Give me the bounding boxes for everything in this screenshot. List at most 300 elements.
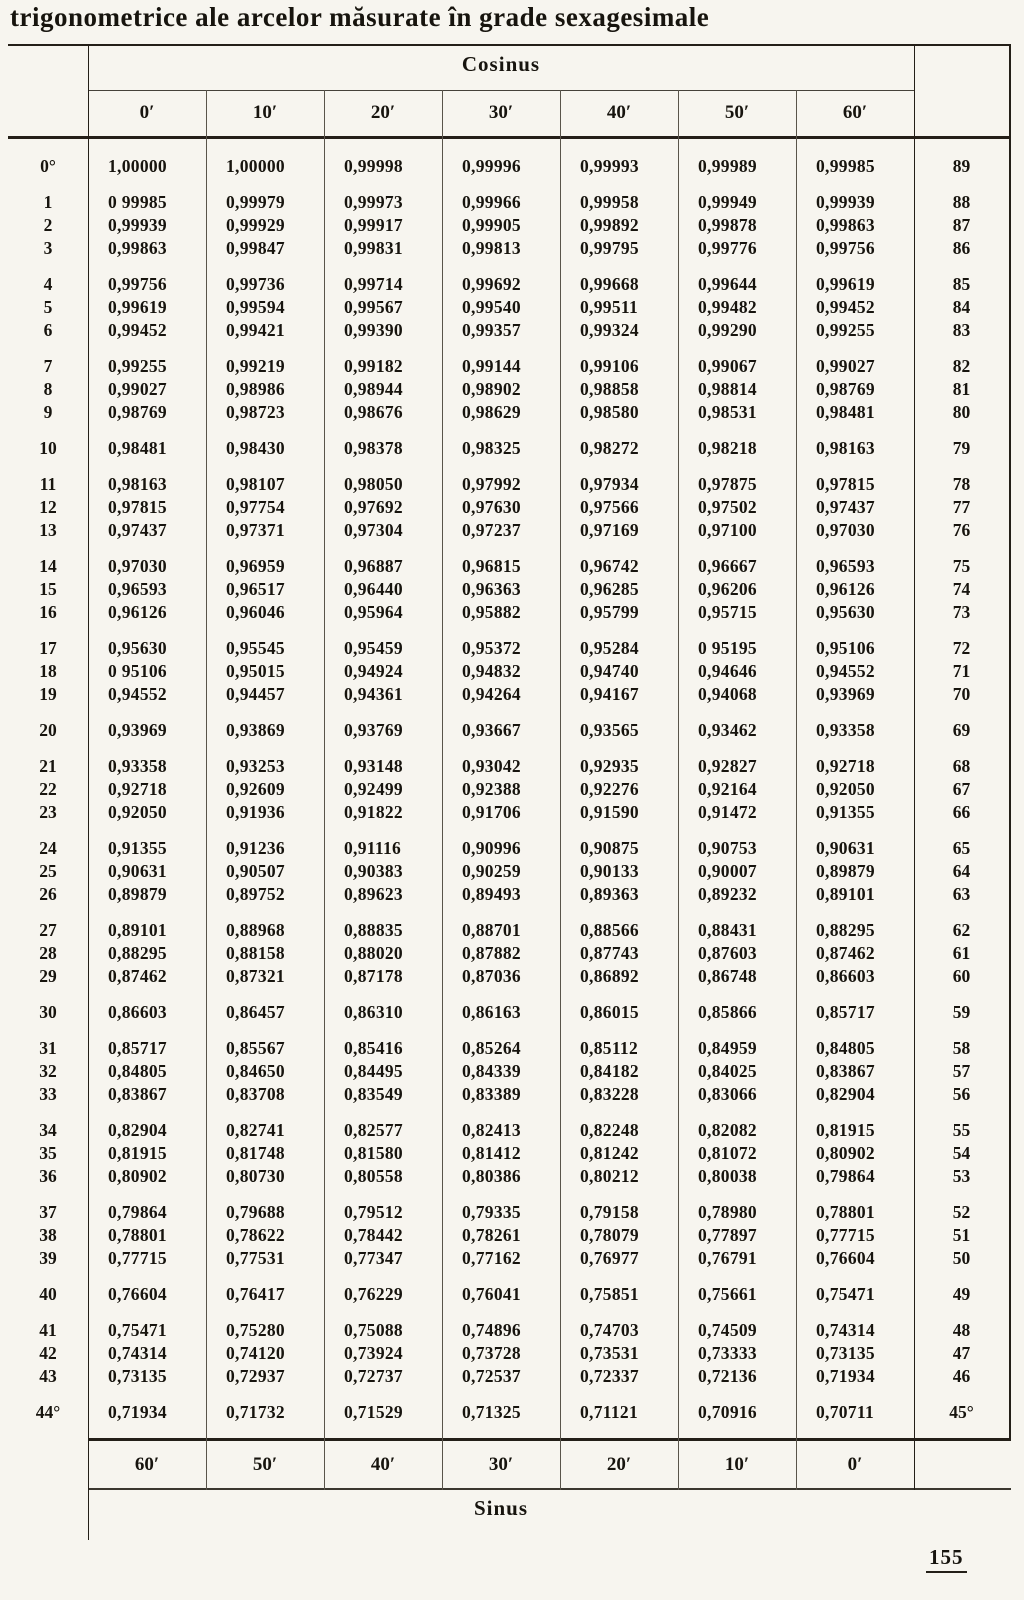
cosine-value-cell: 0,93769: [344, 720, 403, 740]
cosine-value-cell: 0,84025: [698, 1061, 757, 1081]
degree-left-cell: 29: [39, 966, 57, 986]
cosine-value-cell: 0,98858: [580, 379, 639, 399]
cosine-value-cell: 0,99219: [226, 356, 285, 376]
cosine-value-cell: 0,95964: [344, 602, 403, 622]
cosine-value-cell: 0,74314: [108, 1343, 167, 1363]
cosine-value-cell: 0,95630: [816, 602, 875, 622]
cosine-value-cell: 0,99106: [580, 356, 639, 376]
cosine-value-cell: 0,99979: [226, 192, 285, 212]
cosine-value-cell: 0,87882: [462, 943, 521, 963]
cosine-value-cell: 0,83228: [580, 1084, 639, 1104]
degree-left-cell: 13: [39, 520, 57, 540]
cosine-value-cell: 0,96742: [580, 556, 639, 576]
cosine-value-cell: 0,98272: [580, 438, 639, 458]
cosine-value-cell: 0,74120: [226, 1343, 285, 1363]
cosine-value-cell: 0,97100: [698, 520, 757, 540]
degree-right-cell: 56: [952, 1084, 971, 1104]
cosine-value-cell: 0,72937: [226, 1366, 285, 1386]
table-row: [8, 355, 1011, 378]
row-group: [8, 437, 1011, 460]
cosine-value-cell: 0,87462: [108, 966, 167, 986]
cosine-value-cell: 0,75471: [816, 1284, 875, 1304]
table-row: [8, 1083, 1011, 1106]
cosine-value-cell: 0,89101: [108, 920, 167, 940]
cosine-value-cell: 0,99892: [580, 215, 639, 235]
table-row: [8, 1119, 1011, 1142]
cosine-value-cell: 0,91355: [108, 838, 167, 858]
table-row: [8, 496, 1011, 519]
cosine-value-cell: 1,00000: [108, 156, 167, 176]
table-row: [8, 1060, 1011, 1083]
degree-left-cell: 42: [39, 1343, 57, 1363]
cosine-value-cell: 0,82904: [108, 1120, 167, 1140]
cosine-value-cell: 0,96285: [580, 579, 639, 599]
cosine-value-cell: 0,87321: [226, 966, 285, 986]
cosine-value-cell: 0,97502: [698, 497, 757, 517]
cosine-value-cell: 0,99939: [816, 192, 875, 212]
table-row: [8, 401, 1011, 424]
cosine-value-cell: 0,76604: [816, 1248, 875, 1268]
degree-right-cell: 83: [952, 320, 971, 340]
cosine-value-cell: 0,92050: [816, 779, 875, 799]
cosine-value-cell: 0,79688: [226, 1202, 285, 1222]
degree-right-cell: 63: [952, 884, 971, 904]
degree-right-cell: 52: [952, 1202, 971, 1222]
cosine-value-cell: 0,99929: [226, 215, 285, 235]
cosine-value-cell: 0,91472: [698, 802, 757, 822]
cosine-value-cell: 0,99357: [462, 320, 521, 340]
cosine-value-cell: 0,83867: [108, 1084, 167, 1104]
cosine-value-cell: 0,99847: [226, 238, 285, 258]
page-title: trigonometrice ale arcelor măsurate în grade sexagesimale: [10, 2, 710, 32]
row-group: [8, 1001, 1011, 1024]
degree-right-cell: 55: [952, 1120, 971, 1140]
cosine-value-cell: 0,70711: [816, 1402, 875, 1422]
cosine-value-cell: 0,75851: [580, 1284, 639, 1304]
cosine-value-cell: 0,97437: [816, 497, 875, 517]
cosine-value-cell: 0,92935: [580, 756, 639, 776]
degree-left-cell: 15: [39, 579, 57, 599]
row-group: [8, 1319, 1011, 1388]
cosine-value-cell: 0,99255: [816, 320, 875, 340]
table-row: [8, 1247, 1011, 1270]
degree-left-cell: 27: [39, 920, 57, 940]
cosine-value-cell: 0,90007: [698, 861, 757, 881]
cosine-value-cell: 0,98769: [816, 379, 875, 399]
cosine-value-cell: 0,99996: [462, 156, 521, 176]
cosine-value-cell: 0,71325: [462, 1402, 521, 1422]
degree-right-cell: 75: [952, 556, 971, 576]
cosine-value-cell: 0,99863: [108, 238, 167, 258]
cosine-value-cell: 0,98218: [698, 438, 757, 458]
degree-right-cell: 48: [952, 1320, 971, 1340]
row-group: [8, 837, 1011, 906]
cosine-value-cell: 0,98814: [698, 379, 757, 399]
cosine-value-cell: 0,99949: [698, 192, 757, 212]
cosine-value-cell: 0,74314: [816, 1320, 875, 1340]
cosine-value-cell: 0,89879: [108, 884, 167, 904]
table-body: [8, 139, 1011, 1424]
cosine-value-cell: 0,76417: [226, 1284, 285, 1304]
bottom-minutes-footer-row: [88, 1444, 914, 1486]
table-row: [8, 578, 1011, 601]
minute-header-cell: 50′: [724, 102, 750, 123]
degree-left-cell: 24: [39, 838, 57, 858]
cosine-value-cell: 0,98629: [462, 402, 521, 422]
cosine-value-cell: 0,99027: [816, 356, 875, 376]
cosine-value-cell: 0,93969: [816, 684, 875, 704]
cosine-value-cell: 0,99998: [344, 156, 403, 176]
cosine-value-cell: 0,99482: [698, 297, 757, 317]
cosine-value-cell: 0,88835: [344, 920, 403, 940]
cosine-value-cell: 0,98163: [108, 474, 167, 494]
degree-left-cell: 28: [39, 943, 57, 963]
table-row: [8, 273, 1011, 296]
cosine-value-cell: 0,96206: [698, 579, 757, 599]
cosine-value-cell: 0,94457: [226, 684, 285, 704]
minute-footer-cell: 10′: [724, 1454, 750, 1475]
degree-right-cell: 80: [952, 402, 971, 422]
cosine-value-cell: 0,89752: [226, 884, 285, 904]
table-row: [8, 883, 1011, 906]
cosine-value-cell: 0,89232: [698, 884, 757, 904]
cosine-value-cell: 0,80730: [226, 1166, 285, 1186]
cosine-value-cell: 0,98050: [344, 474, 403, 494]
degree-left-cell: 23: [39, 802, 57, 822]
cosine-value-cell: 0,99390: [344, 320, 403, 340]
table-row: [8, 1365, 1011, 1388]
degree-left-cell: 25: [39, 861, 57, 881]
cosine-value-cell: 0,93042: [462, 756, 521, 776]
cosine-value-cell: 0,98430: [226, 438, 285, 458]
cosine-value-cell: 0,78801: [108, 1225, 167, 1245]
cosine-value-cell: 0,92827: [698, 756, 757, 776]
cosine-value-cell: 0,93667: [462, 720, 521, 740]
table-row: [8, 919, 1011, 942]
table-row: [8, 837, 1011, 860]
cosine-value-cell: 0 95195: [698, 638, 757, 658]
degree-left-cell: 41: [39, 1320, 57, 1340]
cosine-value-cell: 0,84650: [226, 1061, 285, 1081]
degree-left-cell: 7: [43, 356, 53, 376]
cosine-value-cell: 0,99878: [698, 215, 757, 235]
row-group: [8, 719, 1011, 742]
cosine-value-cell: 0,71934: [108, 1402, 167, 1422]
cosine-value-cell: 0,98769: [108, 402, 167, 422]
degree-left-cell: 21: [39, 756, 57, 776]
cosine-value-cell: 0,99776: [698, 238, 757, 258]
cosine-value-cell: 0,98986: [226, 379, 285, 399]
cosine-value-cell: 0,85112: [580, 1038, 639, 1058]
table-row: [8, 473, 1011, 496]
cosine-value-cell: 0,80902: [108, 1166, 167, 1186]
degree-right-cell: 64: [952, 861, 971, 881]
cosine-value-cell: 0,71529: [344, 1402, 403, 1422]
cosine-value-cell: 0,99452: [816, 297, 875, 317]
cosine-value-cell: 0,81072: [698, 1143, 757, 1163]
degree-right-cell: 60: [952, 966, 971, 986]
degree-right-cell: 86: [952, 238, 971, 258]
cosine-value-cell: 0,85717: [816, 1002, 875, 1022]
cosine-value-cell: 0,97030: [108, 556, 167, 576]
cosine-value-cell: 0,83708: [226, 1084, 285, 1104]
cosine-value-cell: 0,78622: [226, 1225, 285, 1245]
cosine-value-cell: 0,95545: [226, 638, 285, 658]
degree-right-cell: 89: [952, 156, 971, 176]
cosine-value-cell: 0,88968: [226, 920, 285, 940]
cosine-value-cell: 0,88020: [344, 943, 403, 963]
cosine-value-cell: 0,81915: [108, 1143, 167, 1163]
cosine-value-cell: 0,76791: [698, 1248, 757, 1268]
degree-left-cell: 8: [43, 379, 53, 399]
cosine-value-cell: 0,92609: [226, 779, 285, 799]
minute-header-cell: 10′: [252, 102, 278, 123]
cosine-value-cell: 0,99993: [580, 156, 639, 176]
cosine-value-cell: 0,97169: [580, 520, 639, 540]
degree-right-cell: 49: [952, 1284, 971, 1304]
cosine-value-cell: 0,95882: [462, 602, 521, 622]
cosine-value-cell: 0,86892: [580, 966, 639, 986]
cosine-value-cell: 0,85264: [462, 1038, 521, 1058]
cosine-value-cell: 0,76041: [462, 1284, 521, 1304]
cosine-value-cell: 0,96440: [344, 579, 403, 599]
table-row: [8, 660, 1011, 683]
cosine-value-cell: 0,82082: [698, 1120, 757, 1140]
cosine-value-cell: 0,94167: [580, 684, 639, 704]
cosine-value-cell: 0,95372: [462, 638, 521, 658]
cosine-value-cell: 0,90259: [462, 861, 521, 881]
cosine-value-cell: 0,99027: [108, 379, 167, 399]
degree-right-cell: 74: [952, 579, 971, 599]
degree-right-cell: 67: [952, 779, 971, 799]
cosine-value-cell: 0,85717: [108, 1038, 167, 1058]
degree-right-cell: 82: [952, 356, 971, 376]
table-row: [8, 778, 1011, 801]
degree-right-cell: 51: [952, 1225, 971, 1245]
cosine-value-cell: 0,90631: [108, 861, 167, 881]
cosine-value-cell: 0,97630: [462, 497, 521, 517]
cosine-value-cell: 0,90631: [816, 838, 875, 858]
cosine-value-cell: 0,79158: [580, 1202, 639, 1222]
degree-right-cell: 45°: [949, 1402, 974, 1422]
cosine-value-cell: 0,77715: [108, 1248, 167, 1268]
cosine-value-cell: 0,89101: [816, 884, 875, 904]
cosine-value-cell: 0,85866: [698, 1002, 757, 1022]
cosine-value-cell: 0,93462: [698, 720, 757, 740]
cosine-value-cell: 0,83549: [344, 1084, 403, 1104]
row-group: [8, 1283, 1011, 1306]
cosine-value-cell: 0,99989: [698, 156, 757, 176]
cosine-value-cell: 0,78261: [462, 1225, 521, 1245]
table-row: [8, 755, 1011, 778]
cosine-value-cell: 0,72136: [698, 1366, 757, 1386]
cosine-value-cell: 0,76229: [344, 1284, 403, 1304]
table-row: [8, 683, 1011, 706]
minute-header-cell: 40′: [606, 102, 632, 123]
degree-right-cell: 71: [952, 661, 971, 681]
degree-left-cell: 10: [39, 438, 57, 458]
degree-left-cell: 22: [39, 779, 57, 799]
cosine-value-cell: 0,99966: [462, 192, 521, 212]
row-group: [8, 273, 1011, 342]
cosine-value-cell: 0,99795: [580, 238, 639, 258]
cosine-value-cell: 0,73333: [698, 1343, 757, 1363]
degree-right-cell: 66: [952, 802, 971, 822]
cosine-value-cell: 0,71732: [226, 1402, 285, 1422]
cosine-value-cell: 0,95715: [698, 602, 757, 622]
cosine-value-cell: 0,84805: [108, 1061, 167, 1081]
cosine-value-cell: 0,88295: [108, 943, 167, 963]
cosine-value-cell: 0,99973: [344, 192, 403, 212]
degree-right-cell: 50: [952, 1248, 971, 1268]
cosine-value-cell: 0,84495: [344, 1061, 403, 1081]
table-row: [8, 237, 1011, 260]
cosine-value-cell: 0,88701: [462, 920, 521, 940]
minute-footer-cell: 40′: [370, 1454, 396, 1475]
cosine-value-cell: 0,92050: [108, 802, 167, 822]
degree-left-cell: 37: [39, 1202, 57, 1222]
cosine-value-cell: 0,90383: [344, 861, 403, 881]
degree-right-cell: 58: [952, 1038, 971, 1058]
degree-left-cell: 33: [39, 1084, 57, 1104]
cosine-value-cell: 0,99594: [226, 297, 285, 317]
degree-right-cell: 81: [952, 379, 971, 399]
degree-right-cell: 53: [952, 1166, 971, 1186]
cosine-value-cell: 0,99985: [816, 156, 875, 176]
degree-left-cell: 18: [39, 661, 57, 681]
degree-right-cell: 85: [952, 274, 971, 294]
cosine-value-cell: 0,90507: [226, 861, 285, 881]
cosine-value-cell: 0,99917: [344, 215, 403, 235]
cosine-value-cell: 0,99756: [108, 274, 167, 294]
degree-left-cell: 36: [39, 1166, 57, 1186]
cosine-value-cell: 0,97437: [108, 520, 167, 540]
degree-left-cell: 20: [39, 720, 57, 740]
cosine-value-cell: 0,85416: [344, 1038, 403, 1058]
minute-header-cell: 60′: [842, 102, 868, 123]
cosine-value-cell: 0,98163: [816, 438, 875, 458]
cosine-value-cell: 0,94552: [816, 661, 875, 681]
degree-right-cell: 54: [952, 1143, 971, 1163]
cosine-value-cell: 0,82904: [816, 1084, 875, 1104]
cosine-value-cell: 0,99958: [580, 192, 639, 212]
cosine-value-cell: 0,72737: [344, 1366, 403, 1386]
cosine-value-cell: 0,74896: [462, 1320, 521, 1340]
cosine-value-cell: 0,95799: [580, 602, 639, 622]
cosine-value-cell: 0,87743: [580, 943, 639, 963]
table-row: [8, 378, 1011, 401]
degree-right-cell: 46: [952, 1366, 971, 1386]
cosine-value-cell: 0,99290: [698, 320, 757, 340]
cosine-value-cell: 0,86015: [580, 1002, 639, 1022]
degree-left-cell: 6: [43, 320, 53, 340]
table-row: [8, 555, 1011, 578]
cosine-value-cell: 0,92718: [816, 756, 875, 776]
cosine-value-cell: 0,95459: [344, 638, 403, 658]
cosine-value-cell: 0,98107: [226, 474, 285, 494]
cosine-value-cell: 0,96046: [226, 602, 285, 622]
degree-left-cell: 1: [43, 192, 53, 212]
table-row: [8, 191, 1011, 214]
table-row: [8, 1401, 1011, 1424]
cosine-value-cell: 0,94740: [580, 661, 639, 681]
degree-right-cell: 69: [952, 720, 971, 740]
cosine-value-cell: 0,96959: [226, 556, 285, 576]
degree-left-cell: 3: [43, 238, 53, 258]
table-row: [8, 942, 1011, 965]
cosine-value-cell: 0,98325: [462, 438, 521, 458]
cosine-value-cell: 0 99985: [108, 192, 167, 212]
cosine-value-cell: 0,74703: [580, 1320, 639, 1340]
degree-right-cell: 77: [952, 497, 971, 517]
cosine-value-cell: 0,93253: [226, 756, 285, 776]
page-number: 155: [926, 1545, 967, 1573]
degree-left-cell: 16: [39, 602, 57, 622]
cosine-value-cell: 0,98531: [698, 402, 757, 422]
cosine-value-cell: 1,00000: [226, 156, 285, 176]
degree-right-cell: 79: [952, 438, 971, 458]
cosine-value-cell: 0,99540: [462, 297, 521, 317]
cosine-value-cell: 0,86603: [816, 966, 875, 986]
cosine-value-cell: 0,86163: [462, 1002, 521, 1022]
cosine-value-cell: 0,72537: [462, 1366, 521, 1386]
degree-right-cell: 47: [952, 1343, 971, 1363]
degree-left-cell: 39: [39, 1248, 57, 1268]
minute-header-cell: 30′: [488, 102, 514, 123]
table-row: [8, 1283, 1011, 1306]
cosine-value-cell: 0,83867: [816, 1061, 875, 1081]
minute-footer-cell: 50′: [252, 1454, 278, 1475]
degree-right-cell: 87: [952, 215, 971, 235]
cosine-value-cell: 0,83066: [698, 1084, 757, 1104]
cosine-value-cell: 0,79864: [816, 1166, 875, 1186]
degree-left-cell: 12: [39, 497, 57, 517]
cosine-value-cell: 0,97371: [226, 520, 285, 540]
cosine-value-cell: 0,87036: [462, 966, 521, 986]
cosine-value-cell: 0,97692: [344, 497, 403, 517]
cosine-value-cell: 0,97754: [226, 497, 285, 517]
cosine-value-cell: 0,73531: [580, 1343, 639, 1363]
degree-right-cell: 88: [952, 192, 971, 212]
table-row: [8, 437, 1011, 460]
degree-right-cell: 57: [952, 1061, 971, 1081]
cosine-value-cell: 0,89879: [816, 861, 875, 881]
table-row: [8, 214, 1011, 237]
cosine-value-cell: 0 95106: [108, 661, 167, 681]
cosine-value-cell: 0,83389: [462, 1084, 521, 1104]
table-row: [8, 801, 1011, 824]
cosine-value-cell: 0,77347: [344, 1248, 403, 1268]
cosine-value-cell: 0,93358: [108, 756, 167, 776]
cosine-value-cell: 0,93869: [226, 720, 285, 740]
row-group: [8, 473, 1011, 542]
cosine-value-cell: 0,95630: [108, 638, 167, 658]
cosine-value-cell: 0,78442: [344, 1225, 403, 1245]
cosine-value-cell: 0,99668: [580, 274, 639, 294]
row-group: [8, 1119, 1011, 1188]
cosine-value-cell: 0,88295: [816, 920, 875, 940]
cosine-value-cell: 0,80558: [344, 1166, 403, 1186]
table-row: [8, 601, 1011, 624]
cosine-value-cell: 0,84182: [580, 1061, 639, 1081]
cosine-value-cell: 0,81748: [226, 1143, 285, 1163]
rule-under-cosinus: [88, 90, 914, 91]
minute-header-cell: 20′: [370, 102, 396, 123]
cosine-value-cell: 0,73728: [462, 1343, 521, 1363]
cosine-value-cell: 0,96815: [462, 556, 521, 576]
table-row: [8, 1201, 1011, 1224]
table-row: [8, 860, 1011, 883]
